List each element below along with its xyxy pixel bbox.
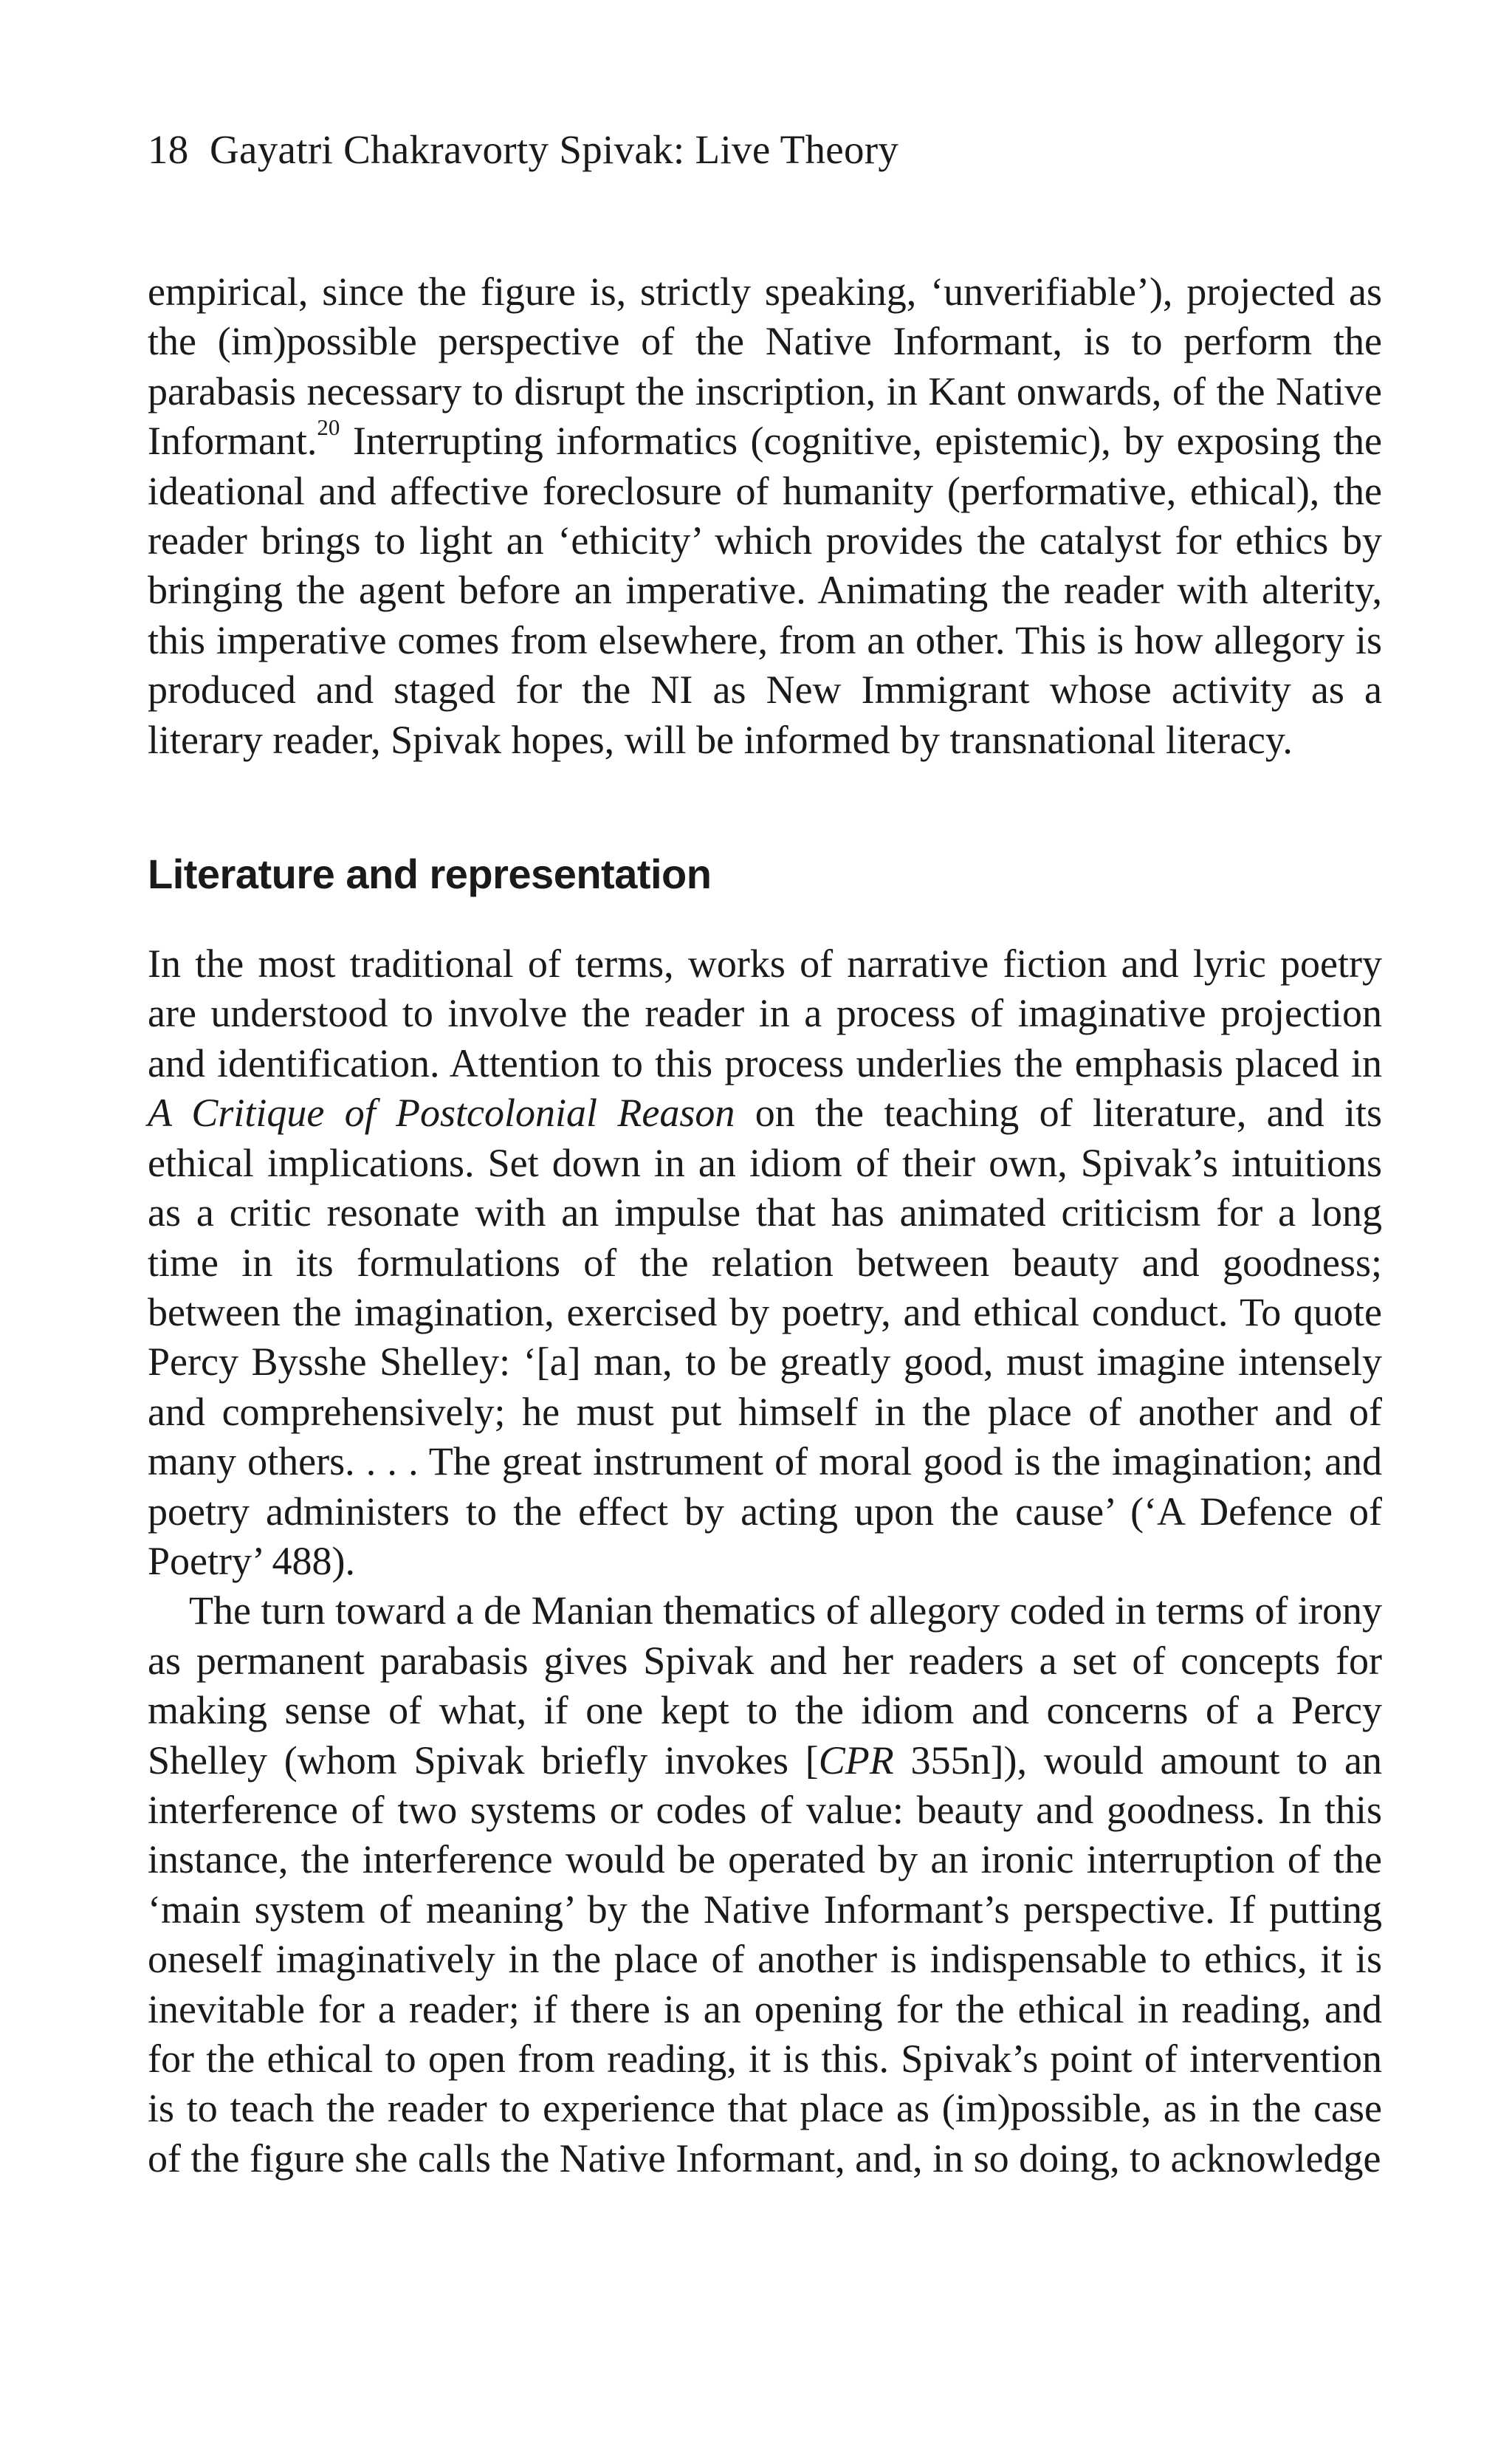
- section-heading: Literature and representation: [148, 851, 712, 898]
- book-page: [148, 129, 1382, 2183]
- footnote-marker: 20: [317, 414, 340, 441]
- paragraph-text: The turn toward a de Manian thematics of allegory coded in terms of irony as permanent parabasis gives Spivak and her readers a set of concepts for making sense of what, if one kept to the idiom and concerns of a Percy Shelley (whom Spivak briefly invokes [: [148, 1588, 1382, 1783]
- running-head: [148, 129, 1382, 170]
- paragraph-text: 355n]), would amount to an interference of two systems or codes of value: beauty and goodness. In this instance, the interference would be operated by an ironic interruption of the ‘main system of meaning’ by the Native Informant’s perspective. If putting oneself imaginatively in the place of another is indispensable to ethics, it is inevitable for a reader; if there is an opening for the ethical in reading, and for the ethical to open from reading, it is this. Spivak’s point of intervention is to teach the reader to experience that place as (im)possible, as in the case of the figure she calls the Native Informant, and, in so doing, to acknowledge: [148, 1737, 1382, 2181]
- paragraph: [148, 939, 1382, 1586]
- paragraph-text: Interrupting informatics (cognitive, epistemic), by exposing the ideational and affective foreclosure of humanity (performative, ethical), the reader brings to light an ‘ethicity’ which provides the catalyst for ethics by bringing the agent before an imperative. Animating the reader with alterity, this imperative comes from elsewhere, from an other. This is how allegory is produced and staged for the NI as New Immigrant whose activity as a literary reader, Spivak hopes, will be informed by transnational literacy.: [148, 419, 1382, 762]
- page-number: 18: [148, 127, 189, 172]
- paragraph-text: In the most traditional of terms, works of narrative fiction and lyric poetry are understood to involve the reader in a process of imaginative projection and identification. Attention to this process underlies the emphasis placed in: [148, 941, 1382, 1085]
- running-title: Gayatri Chakravorty Spivak: Live Theory: [210, 127, 899, 172]
- paragraph: [148, 1586, 1382, 2183]
- paragraph-text: on the teaching of literature, and its ethical implications. Set down in an idiom of their own, Spivak’s intuitions as a critic resonate with an impulse that has animated criticism for a long time in its formulations of the relation between beauty and goodness; between the imagination, exercised by poetry, and ethical conduct. To quote Percy Bysshe Shelley: ‘[a] man, to be greatly good, must imagine intensely and comprehensively; he must put himself in the place of another and of many others. . . . The great instrument of moral good is the imagination; and poetry administers to the effect by acting upon the cause’ (‘A Defence of Poetry’ 488).: [148, 1091, 1383, 1583]
- paragraph-text: empirical, since the figure is, strictly speaking, ‘unverifiable’), projected as the (im)possible perspective of the Native Informant, is to perform the parabasis necessary to disrupt the inscription, in Kant onwards, of the Native Informant.: [148, 270, 1382, 464]
- paragraph-continued: [148, 267, 1382, 765]
- abbreviation-cpr: CPR: [818, 1737, 894, 1783]
- book-title: A Critique of Postcolonial Reason: [148, 1091, 735, 1136]
